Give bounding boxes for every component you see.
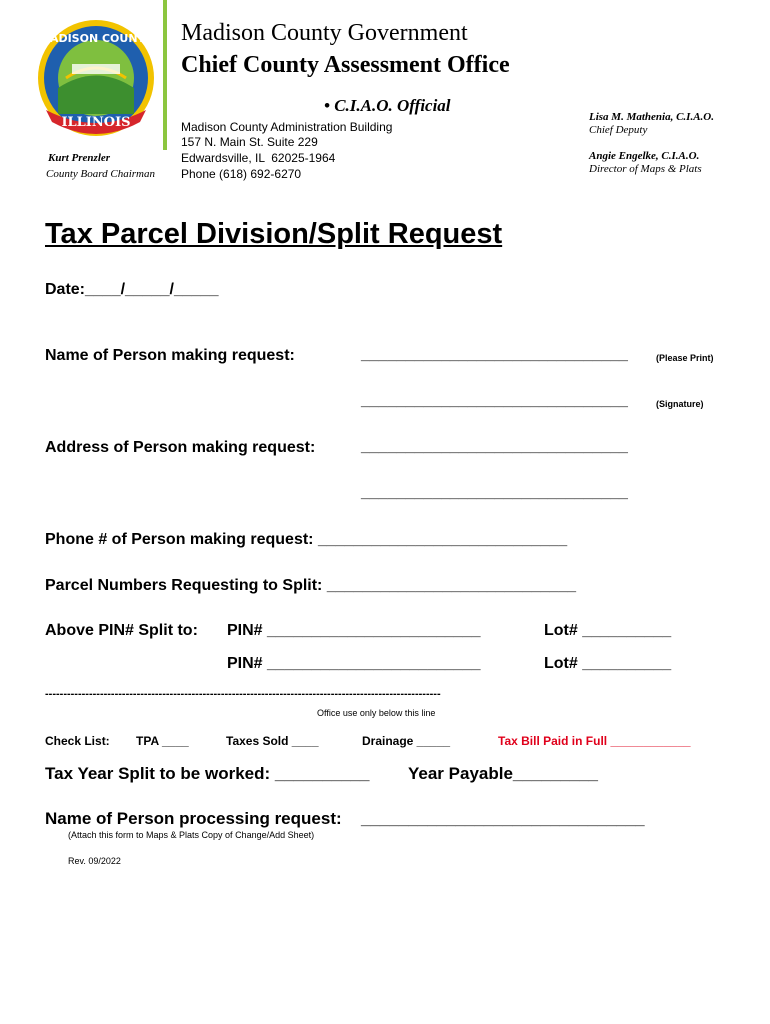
pin-field-2[interactable]: PIN# ________________________ bbox=[227, 655, 481, 672]
address-line-1: Madison County Administration Building bbox=[181, 120, 393, 134]
address-line-3: Edwardsville, IL 62025-1964 bbox=[181, 151, 336, 165]
tax-bill-check[interactable]: Tax Bill Paid in Full ____________ bbox=[498, 734, 691, 748]
processing-label: Name of Person processing request: bbox=[45, 809, 342, 828]
deputy-title: Chief Deputy bbox=[589, 124, 648, 136]
parcel-numbers-field[interactable]: Parcel Numbers Requesting to Split: ____________________________ bbox=[45, 577, 576, 594]
lot-field-2[interactable]: Lot# __________ bbox=[544, 655, 672, 672]
address-line-2: 157 N. Main St. Suite 229 bbox=[181, 135, 318, 149]
name-print-line[interactable]: ______________________________ bbox=[361, 346, 628, 363]
date-field[interactable]: Date:____/_____/_____ bbox=[45, 281, 219, 298]
signature-note: (Signature) bbox=[656, 399, 704, 409]
tpa-check[interactable]: TPA ____ bbox=[136, 734, 189, 748]
tax-year-field[interactable]: Tax Year Split to be worked: __________ bbox=[45, 764, 370, 783]
address-line-b[interactable]: ______________________________ bbox=[361, 484, 628, 501]
lot-field-1[interactable]: Lot# __________ bbox=[544, 622, 672, 639]
revision: Rev. 09/2022 bbox=[68, 856, 121, 866]
drainage-check[interactable]: Drainage _____ bbox=[362, 734, 451, 748]
chairman-title: County Board Chairman bbox=[46, 168, 155, 180]
form-title: Tax Parcel Division/Split Request bbox=[45, 218, 503, 250]
county-seal-logo bbox=[36, 18, 156, 138]
org-name: Madison County Government bbox=[181, 20, 468, 46]
official-line: • C.I.A.O. Official bbox=[324, 96, 451, 115]
deputy-name: Lisa M. Mathenia, C.I.A.O. bbox=[589, 111, 714, 123]
address-line-a[interactable]: ______________________________ bbox=[361, 438, 628, 455]
seal-bottom-text: ILLINOIS bbox=[61, 115, 131, 130]
attach-note: (Attach this form to Maps & Plats Copy of Change/Add Sheet) bbox=[68, 830, 315, 840]
address-label: Address of Person making request: bbox=[45, 439, 316, 456]
director-title: Director of Maps & Plats bbox=[589, 163, 702, 175]
chairman-name: Kurt Prenzler bbox=[48, 152, 111, 164]
office-name: Chief County Assessment Office bbox=[181, 52, 510, 78]
split-to-label: Above PIN# Split to: bbox=[45, 622, 198, 639]
checklist-label: Check List: bbox=[45, 734, 110, 748]
office-use-note: Office use only below this line bbox=[317, 708, 436, 718]
taxes-sold-check[interactable]: Taxes Sold ____ bbox=[226, 734, 319, 748]
pin-field-1[interactable]: PIN# ________________________ bbox=[227, 622, 481, 639]
office-divider: ------------------------------------------------------------------------------------------------------------ bbox=[45, 688, 441, 700]
signature-line[interactable]: ______________________________ bbox=[361, 392, 628, 409]
seal-top-text: MADISON COUNTY bbox=[38, 32, 154, 45]
phone-field[interactable]: Phone # of Person making request: ____________________________ bbox=[45, 531, 568, 548]
header-divider bbox=[163, 0, 167, 150]
print-note: (Please Print) bbox=[656, 353, 714, 363]
phone-line: Phone (618) 692-6270 bbox=[181, 167, 302, 181]
name-label: Name of Person making request: bbox=[45, 347, 295, 364]
director-name: Angie Engelke, C.I.A.O. bbox=[589, 150, 700, 162]
year-payable-field[interactable]: Year Payable_________ bbox=[408, 764, 599, 783]
processing-line[interactable]: ______________________________ bbox=[361, 809, 645, 828]
